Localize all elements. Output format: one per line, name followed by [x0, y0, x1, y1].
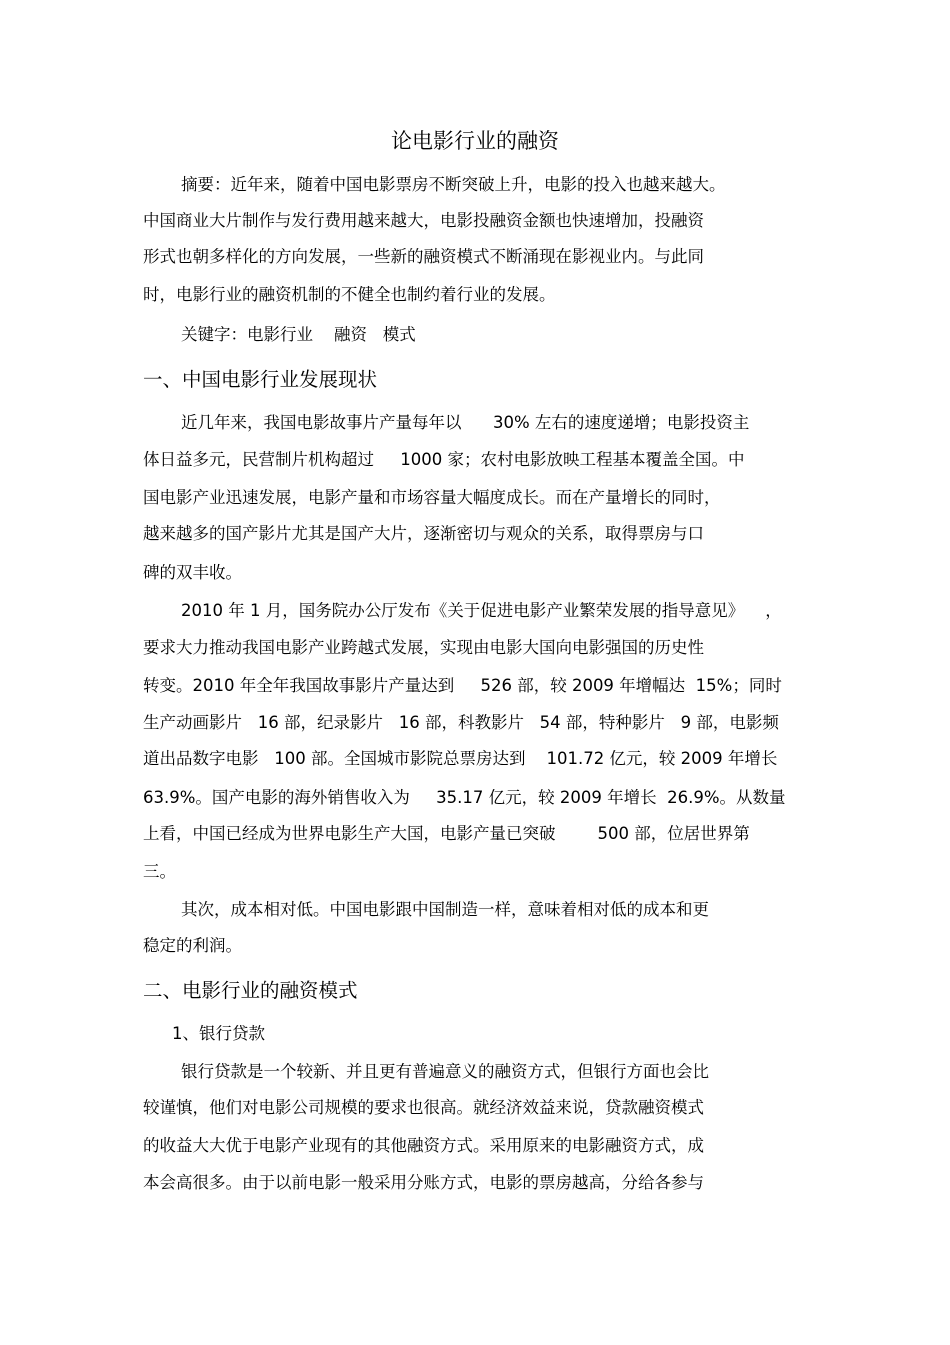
abstract-line: 中国商业大片制作与发行费用越来越大，电影投融资金额也快速增加，投融资: [143, 211, 704, 230]
paragraph-line: 体日益多元，民营制片机构超过 1000 家；农村电影放映工程基本覆盖全国。中: [143, 450, 745, 469]
paragraph-line: 越来越多的国产影片尤其是国产大片，逐渐密切与观众的关系，取得票房与口: [143, 524, 704, 543]
paragraph-line: 生产动画影片 16 部，纪录影片 16 部，科教影片 54 部，特种影片 9 部，电影频: [143, 713, 779, 732]
paragraph-line: 2010 年 1 月，国务院办公厅发布《关于促进电影产业繁荣发展的指导意见》 ，: [181, 601, 782, 620]
section-heading: 一、中国电影行业发展现状: [143, 368, 378, 391]
paragraph-line: 63.9%。国产电影的海外销售收入为 35.17 亿元，较 2009 年增长 26.9%。从数量: [143, 788, 786, 807]
paragraph-line: 国电影产业迅速发展，电影产量和市场容量大幅度成长。而在产量增长的同时，: [143, 488, 721, 507]
paragraph-line: 其次，成本相对低。中国电影跟中国制造一样，意味着相对低的成本和更: [181, 900, 709, 919]
abstract-line: 形式也朝多样化的方向发展，一些新的融资模式不断涌现在影视业内。与此同: [143, 247, 704, 266]
paragraph-line: 近几年来，我国电影故事片产量每年以 30% 左右的速度递增；电影投资主: [181, 413, 750, 432]
paragraph-line: 本会高很多。由于以前电影一般采用分账方式，电影的票房越高，分给各参与: [143, 1173, 704, 1192]
paragraph-line: 转变。2010 年全年我国故事影片产量达到 526 部，较 2009 年增幅达 15%；同时: [143, 676, 782, 695]
paragraph-line: 稳定的利润。: [143, 936, 242, 955]
paragraph-line: 碑的双丰收。: [143, 563, 242, 582]
paragraph-line: 的收益大大优于电影产业现有的其他融资方式。采用原来的电影融资方式，成: [143, 1136, 704, 1155]
document-title: 论电影行业的融资: [391, 129, 559, 153]
subsection-heading: 1、银行贷款: [172, 1024, 265, 1043]
abstract-line: 时，电影行业的融资机制的不健全也制约着行业的发展。: [143, 285, 556, 304]
paragraph-line: 要求大力推动我国电影产业跨越式发展，实现由电影大国向电影强国的历史性: [143, 638, 704, 657]
abstract-line: 摘要：近年来，随着中国电影票房不断突破上升，电影的投入也越来越大。: [181, 175, 726, 194]
paragraph-line: 较谨慎，他们对电影公司规模的要求也很高。就经济效益来说，贷款融资模式: [143, 1098, 704, 1117]
paragraph-line: 道出品数字电影 100 部。全国城市影院总票房达到 101.72 亿元，较 2009 年增长: [143, 749, 778, 768]
paragraph-line: 上看，中国已经成为世界电影生产大国，电影产量已突破 500 部，位居世界第: [143, 824, 750, 843]
paragraph-line: 三。: [143, 862, 176, 881]
section-heading: 二、电影行业的融资模式: [143, 979, 358, 1002]
keywords-line: 关键字：电影行业 融资 模式: [181, 325, 416, 344]
paragraph-line: 银行贷款是一个较新、并且更有普遍意义的融资方式，但银行方面也会比: [181, 1062, 709, 1081]
